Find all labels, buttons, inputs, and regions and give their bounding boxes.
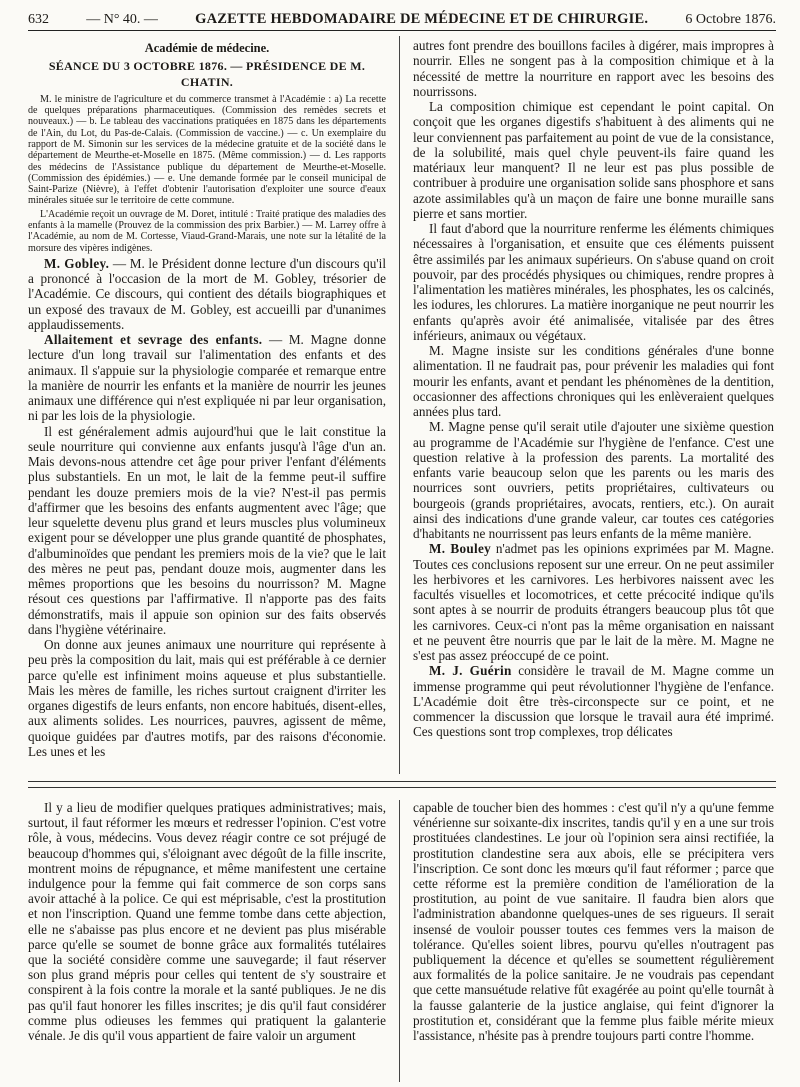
body-paragraph: On donne aux jeunes animaux une nourriture qui représente à peu près la composition du lait, mais qui est préférable à ce dernier parce qu'elle est infiniment moins aqueuse et plus substantielle. Mais les mères de famille, les riches surtout craignent d'irriter les organes digestifs de leurs enfants, non encore habitués, disent-elles, aux aliments solides. Les nourrices, pauvres, agissent de même, quoique guidées par d'autres motifs, par des raisons d'économie. Les unes et les (28, 637, 386, 759)
body-paragraph: M. Magne insiste sur les conditions générales d'une bonne alimentation. Il ne faudrait pas, pour prévenir les maladies qui font mourir les enfants, avant et pendant les phénomènes de la dentition, occasionner des affections chroniques qui les enlèveraient quelques années plus tard. (413, 343, 774, 419)
page-header (28, 6, 776, 31)
column-right-bottom (413, 800, 774, 1082)
bouley-paragraph (413, 541, 774, 663)
paragraph-text: — M. Magne donne lecture d'un long travail sur l'alimentation des enfants et des animaux. Il s'appuie sur la physiologie comparée et remarque entre la manière de nourrir les enfants et la manière de nourrir les jeunes animaux une différence qui n'est expliquée ni par leur organisation, ni par les lois de la physiologie. (28, 332, 386, 424)
body-paragraph: autres font prendre des bouillons faciles à digérer, mais impropres à nourrir. Elles ne songent pas à la composition chimique et à la nécessité de mettre la nourriture en rapport avec les besoins des nourrissons. (413, 38, 774, 99)
paragraph-text: — M. le Président donne lecture d'un discours qu'il a prononcé à l'occasion de la mort de M. Gobley, trésorier de l'Académie. Ce discours, qui contient des détails biographiques et un exposé des travaux de M. Gobley, est accueilli par d'unanimes applaudissements. (28, 255, 386, 332)
correspondence-paragraph: M. le ministre de l'agriculture et du commerce transmet à l'Académie : a) La recette de quelques préparations pharmaceutiques. (Commission des remèdes secrets et nouveaux.) — b. Le tableau des vaccinations pratiquées en 1875 dans les départements de l'Ain, du Lot, du Pas-de-Calais. (Commission de vaccine.) — c. Un exemplaire du rapport de M. Simonin sur les services de la médecine gratuite et de la société dans le département de Meurthe-et-Moselle en 1875. (Même commission.) — d. Les rapports des médecins de l'Assistance publique du département de Meurthe-et-Moselle. (Commission des épidémies.) — e. Une demande formée par le conseil municipal de Saint-Parize (Nièvre), à l'effet d'obtenir l'autorisation d'exploiter une source d'eaux minérales située sur le territoire de cette commune. (28, 93, 386, 207)
guerin-paragraph (413, 663, 774, 739)
page-number: 632 (28, 12, 49, 27)
issue-number: — N° 40. — (86, 12, 158, 27)
column-right-top (413, 38, 774, 774)
body-paragraph: Il est généralement admis aujourd'hui que le lait constitue la seule nourriture qui convienne aux enfants jusqu'à l'âge d'un an. Mais devons-nous attendre cet âge pour priver l'enfant d'éléments plus substantiels. En un mot, le lait de la femme peut-il suffire pendant les douze premiers mois de la vie? N'est-il pas permis d'affirmer que les besoins des enfants augmentent avec l'âge; que leur squelette devenu plus grand et leurs muscles plus volumineux exigent pour se développer une plus grande quantité de phosphates, d'albuminoïdes que pendant les premiers mois de la vie? que le lait des mères ne peut pas, pendant douze mois, augmenter dans les mêmes proportions que les besoins du nourrisson? M. Magne résout ces questions par l'affirmative. Il n'apporte pas des faits démonstratifs, mais il appuie son opinion sur des faits observés dans l'hygiène vétérinaire. (28, 423, 386, 637)
column-left-bottom (28, 800, 386, 1082)
correspondence-paragraph: L'Académie reçoit un ouvrage de M. Doret, intitulé : Traité pratique des maladies des enfants à la mamelle (Prouvez de la commission des prix Barbier.) — M. Larrey offre à l'Académie, au nom de M. Cortesse, Viaud-Grand-Marais, une note sur la létalité de la morsure des vipères indigènes. (28, 208, 386, 254)
column-divider-bottom (399, 800, 400, 1082)
paragraph-text: n'admet pas les opinions exprimées par M. Magne. Toutes ces conclusions reposent sur une erreur. On ne peut assimiler les herbivores et les carnivores. Les herbivores naissent avec les facultés visuelles et locomotrices, et cette précocité indique qu'ils sont aptes à se nourrir de produits étrangers beaucoup plus tôt que les carnivores. Ceux-ci n'ont pas la même organisation en naissant et ne peuvent être nourris que par le lait de la mère. M. Magne ne s'est pas assez préoccupé de ce point. (413, 541, 774, 663)
journal-title: GAZETTE HEBDOMADAIRE DE MÉDECINE ET DE CHIRURGIE. (195, 11, 649, 27)
gobley-paragraph (28, 256, 386, 332)
run-in-name: M. Bouley (429, 541, 492, 557)
paragraph-text: considère le travail de M. Magne comme un immense programme qui peut révolutionner l'hygiène de l'enfance. L'Académie doit être très-circonspecte sur ce point, et ne commencer la discussion que lorsque le travail aura été imprimé. Ces questions sont trop complexes, trop délicates (413, 663, 774, 740)
body-paragraph: Il faut d'abord que la nourriture renferme les éléments chimiques nécessaires à l'organisation, et ensuite que ces éléments puissent être assimilés par les animaux supérieurs. On s'abuse quand on croit pouvoir, par des procédés physiques ou chimiques, rendre propres à l'alimentation les matières minérales, les phosphates, les os calcinés, les iodures, les chlorures. La matière inorganique ne peut nourrir les enfants qu'après avoir été animalisée, vitalisée par des êtres inférieurs, animaux ou végétaux. (413, 221, 774, 343)
body-paragraph: M. Magne pense qu'il serait utile d'ajouter une sixième question au programme de l'Académie sur l'hygiène de l'enfance. C'est une question relative à la profession des parents. La mortalité des enfants varie beaucoup selon que les parents ou les maris des nourrices sont ouvriers, petits propriétaires, cultivateurs ou bourgeois (grands propriétaires, avocats, rentiers, etc.). On aurait ainsi des indications d'une grande valeur, car toutes ces catégories d'habitants ne nourrissent pas leurs enfants de la même manière. (413, 419, 774, 541)
run-in-heading: Allaitement et sevrage des enfants. (44, 332, 263, 348)
run-in-heading: M. Gobley. (44, 255, 110, 271)
session-heading: SÉANCE DU 3 OCTOBRE 1876. — PRÉSIDENCE DE M. CHATIN. (48, 59, 366, 89)
article-separator-rule (28, 781, 776, 788)
allaitement-paragraph (28, 332, 386, 424)
body-paragraph: capable de toucher bien des hommes : c'est qu'il n'y a qu'une femme vénérienne sur soixante-dix inscrites, tandis qu'il y en a une sur trois prostituées clandestines. Le jour où l'opinion sera ainsi rectifiée, la prostitution clandestine sera aux abois, elle se précipitera vers l'inscription. Ce sont donc les mœurs qu'il faut réformer ; parce que cette réforme est la première condition de l'amélioration de la prostitution, au point de vue sanitaire. Il faudra bien alors que l'administration abandonne quelques-unes de ses rigueurs. Il serait insensé de vouloir pousser toutes ces femmes vers la maison de tolérance. Qu'elles soient libres, pourvu qu'elles n'outragent pas publiquement la décence et qu'elles se soumettent régulièrement aux formalités de la police sanitaire. Je ne voudrais pas cependant que cette mansuétude relative fût exagérée au point qu'elle tournât à la fausse galanterie de la justice anglaise, qui feint d'ignorer la prostitution et, considérant que la femme plus faible mérite mieux l'assistance, n'hésite pas à prendre toujours parti contre l'homme. (413, 800, 774, 1044)
column-left-top (28, 38, 386, 774)
issue-date: 6 Octobre 1876. (685, 12, 776, 27)
body-paragraph: Il y a lieu de modifier quelques pratiques administratives; mais, surtout, il faut réformer les mœurs et redresser l'opinion. C'est votre rôle, à vous, médecins. Vous devez réagir contre ce sot préjugé de beaucoup d'hommes qui, s'éloignant avec dégoût de la fille inscrite, montrent moins de répugnance, et même manifestent une certaine indulgence pour la femme qui fait commerce de son corps sans avoir attaché à la police. Ce qui est méprisable, c'est la prostitution et non l'inscription. Quand une femme tombe dans cette abjection, elle ne s'abaisse pas plus encore et ne devient pas plus misérable parce qu'elle se soumet de bonne grâce aux formalités tutélaires que la société considère comme une sauvegarde; il faut réserver son plus grand mépris pour celles qui tentent de s'y soustraire et conspirent à la fois contre la morale et la santé publiques. Je ne dis pas qu'il faut honorer les filles inscrites; je dis qu'il faut considérer comme plus odieuses les femmes qui pratiquent la galanterie vénale. Je dis qu'il vous appartient de faire valoir un argument (28, 800, 386, 1044)
column-divider-top (399, 36, 400, 774)
run-in-name: M. J. Guérin (429, 663, 512, 679)
section-title: Académie de médecine. (144, 41, 270, 55)
body-paragraph: La composition chimique est cependant le point capital. On conçoit que les organes digestifs s'habituent à des aliments qui ne leur conviennent pas parfaitement au point de vue de la consistance, de la solubilité, mais quel chyle peuvent-ils faire quand les matériaux leur manquent? Il ne leur est pas plus possible de contribuer à produire une organisation solide sans phosphore et sans azote assimilables qu'à un maçon de faire une bonne muraille sans pierre et sans mortier. (413, 99, 774, 221)
